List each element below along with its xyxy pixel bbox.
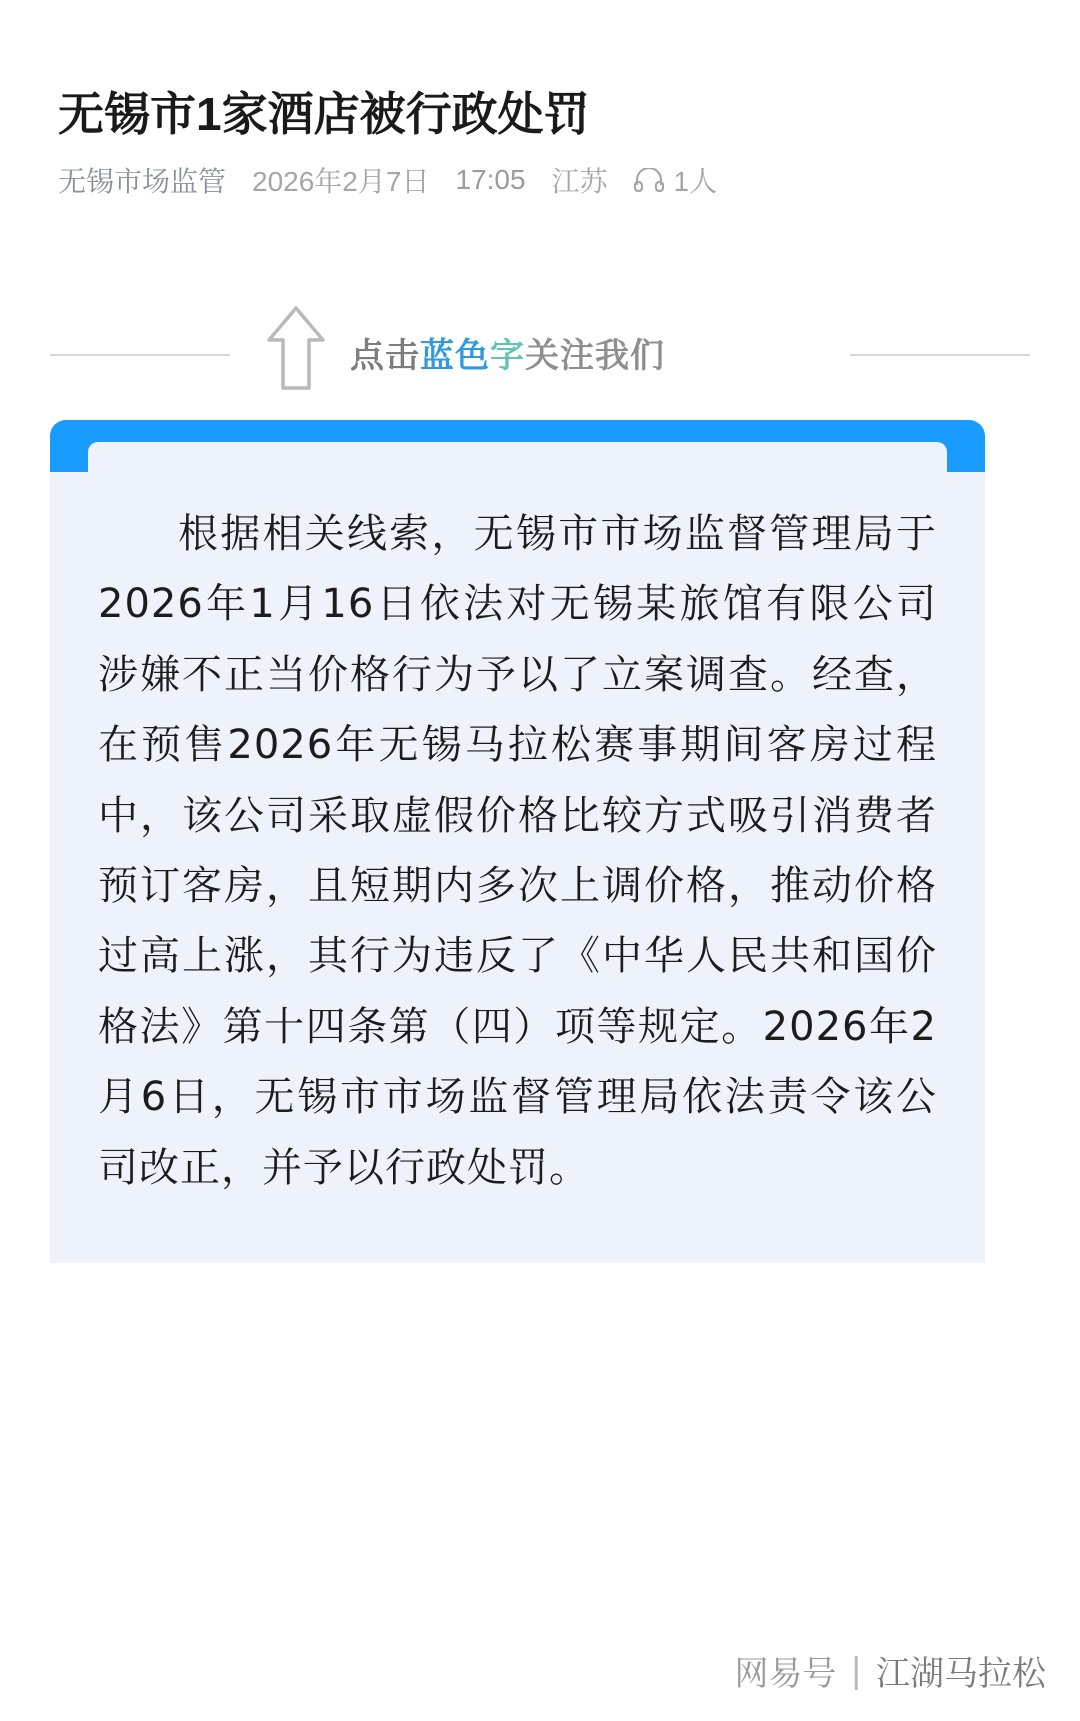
- follow-text-part1: 点击: [350, 336, 420, 376]
- listen-count-label: 1人: [673, 166, 718, 197]
- watermark-separator: |: [850, 1650, 862, 1691]
- page-title: 无锡市1家酒店被行政处罚: [58, 87, 590, 140]
- headphone-icon: [634, 168, 664, 192]
- divider-left: [50, 354, 230, 356]
- card-accent-bar: [50, 420, 985, 472]
- meta-source[interactable]: 无锡市场监管: [58, 166, 227, 197]
- follow-us-banner: [50, 300, 1030, 410]
- meta-date: 2026年2月7日: [252, 166, 430, 197]
- article-meta: [58, 160, 717, 200]
- card-body: [50, 471, 985, 1263]
- follow-text-part3: 字: [490, 336, 525, 376]
- follow-text-part2: 蓝色: [420, 336, 490, 376]
- meta-time: 17:05: [455, 164, 526, 195]
- notice-card: [50, 420, 985, 1263]
- follow-text-part4: 关注我们: [525, 336, 665, 376]
- watermark-author: 江湖马拉松: [876, 1654, 1046, 1694]
- divider-right: [850, 354, 1030, 356]
- arrow-up-icon: [265, 304, 327, 392]
- meta-location: 江苏: [551, 166, 608, 197]
- follow-us-text: [350, 328, 665, 377]
- watermark-brand: 网易号: [734, 1654, 837, 1694]
- notice-paragraph: 根据相关线索，无锡市市场监督管理局于2026年1月16日依法对无锡某旅馆有限公司涉嫌不正当价格行为予以了立案调查。经查，在预售2026年无锡马拉松赛事期间客房过程中，该公司采取虚假价格比较方式吸引消费者预订客房，且短期内多次上调价格，推动价格过高上涨，其行为违反了《中华人民共和国价格法》第十四条第（四）项等规定。2026年2月6日，无锡市市场监督管理局依法责令该公司改正，并予以行政处罚。: [98, 511, 937, 1191]
- watermark: [735, 1646, 1046, 1695]
- listen-count-group[interactable]: [634, 160, 718, 200]
